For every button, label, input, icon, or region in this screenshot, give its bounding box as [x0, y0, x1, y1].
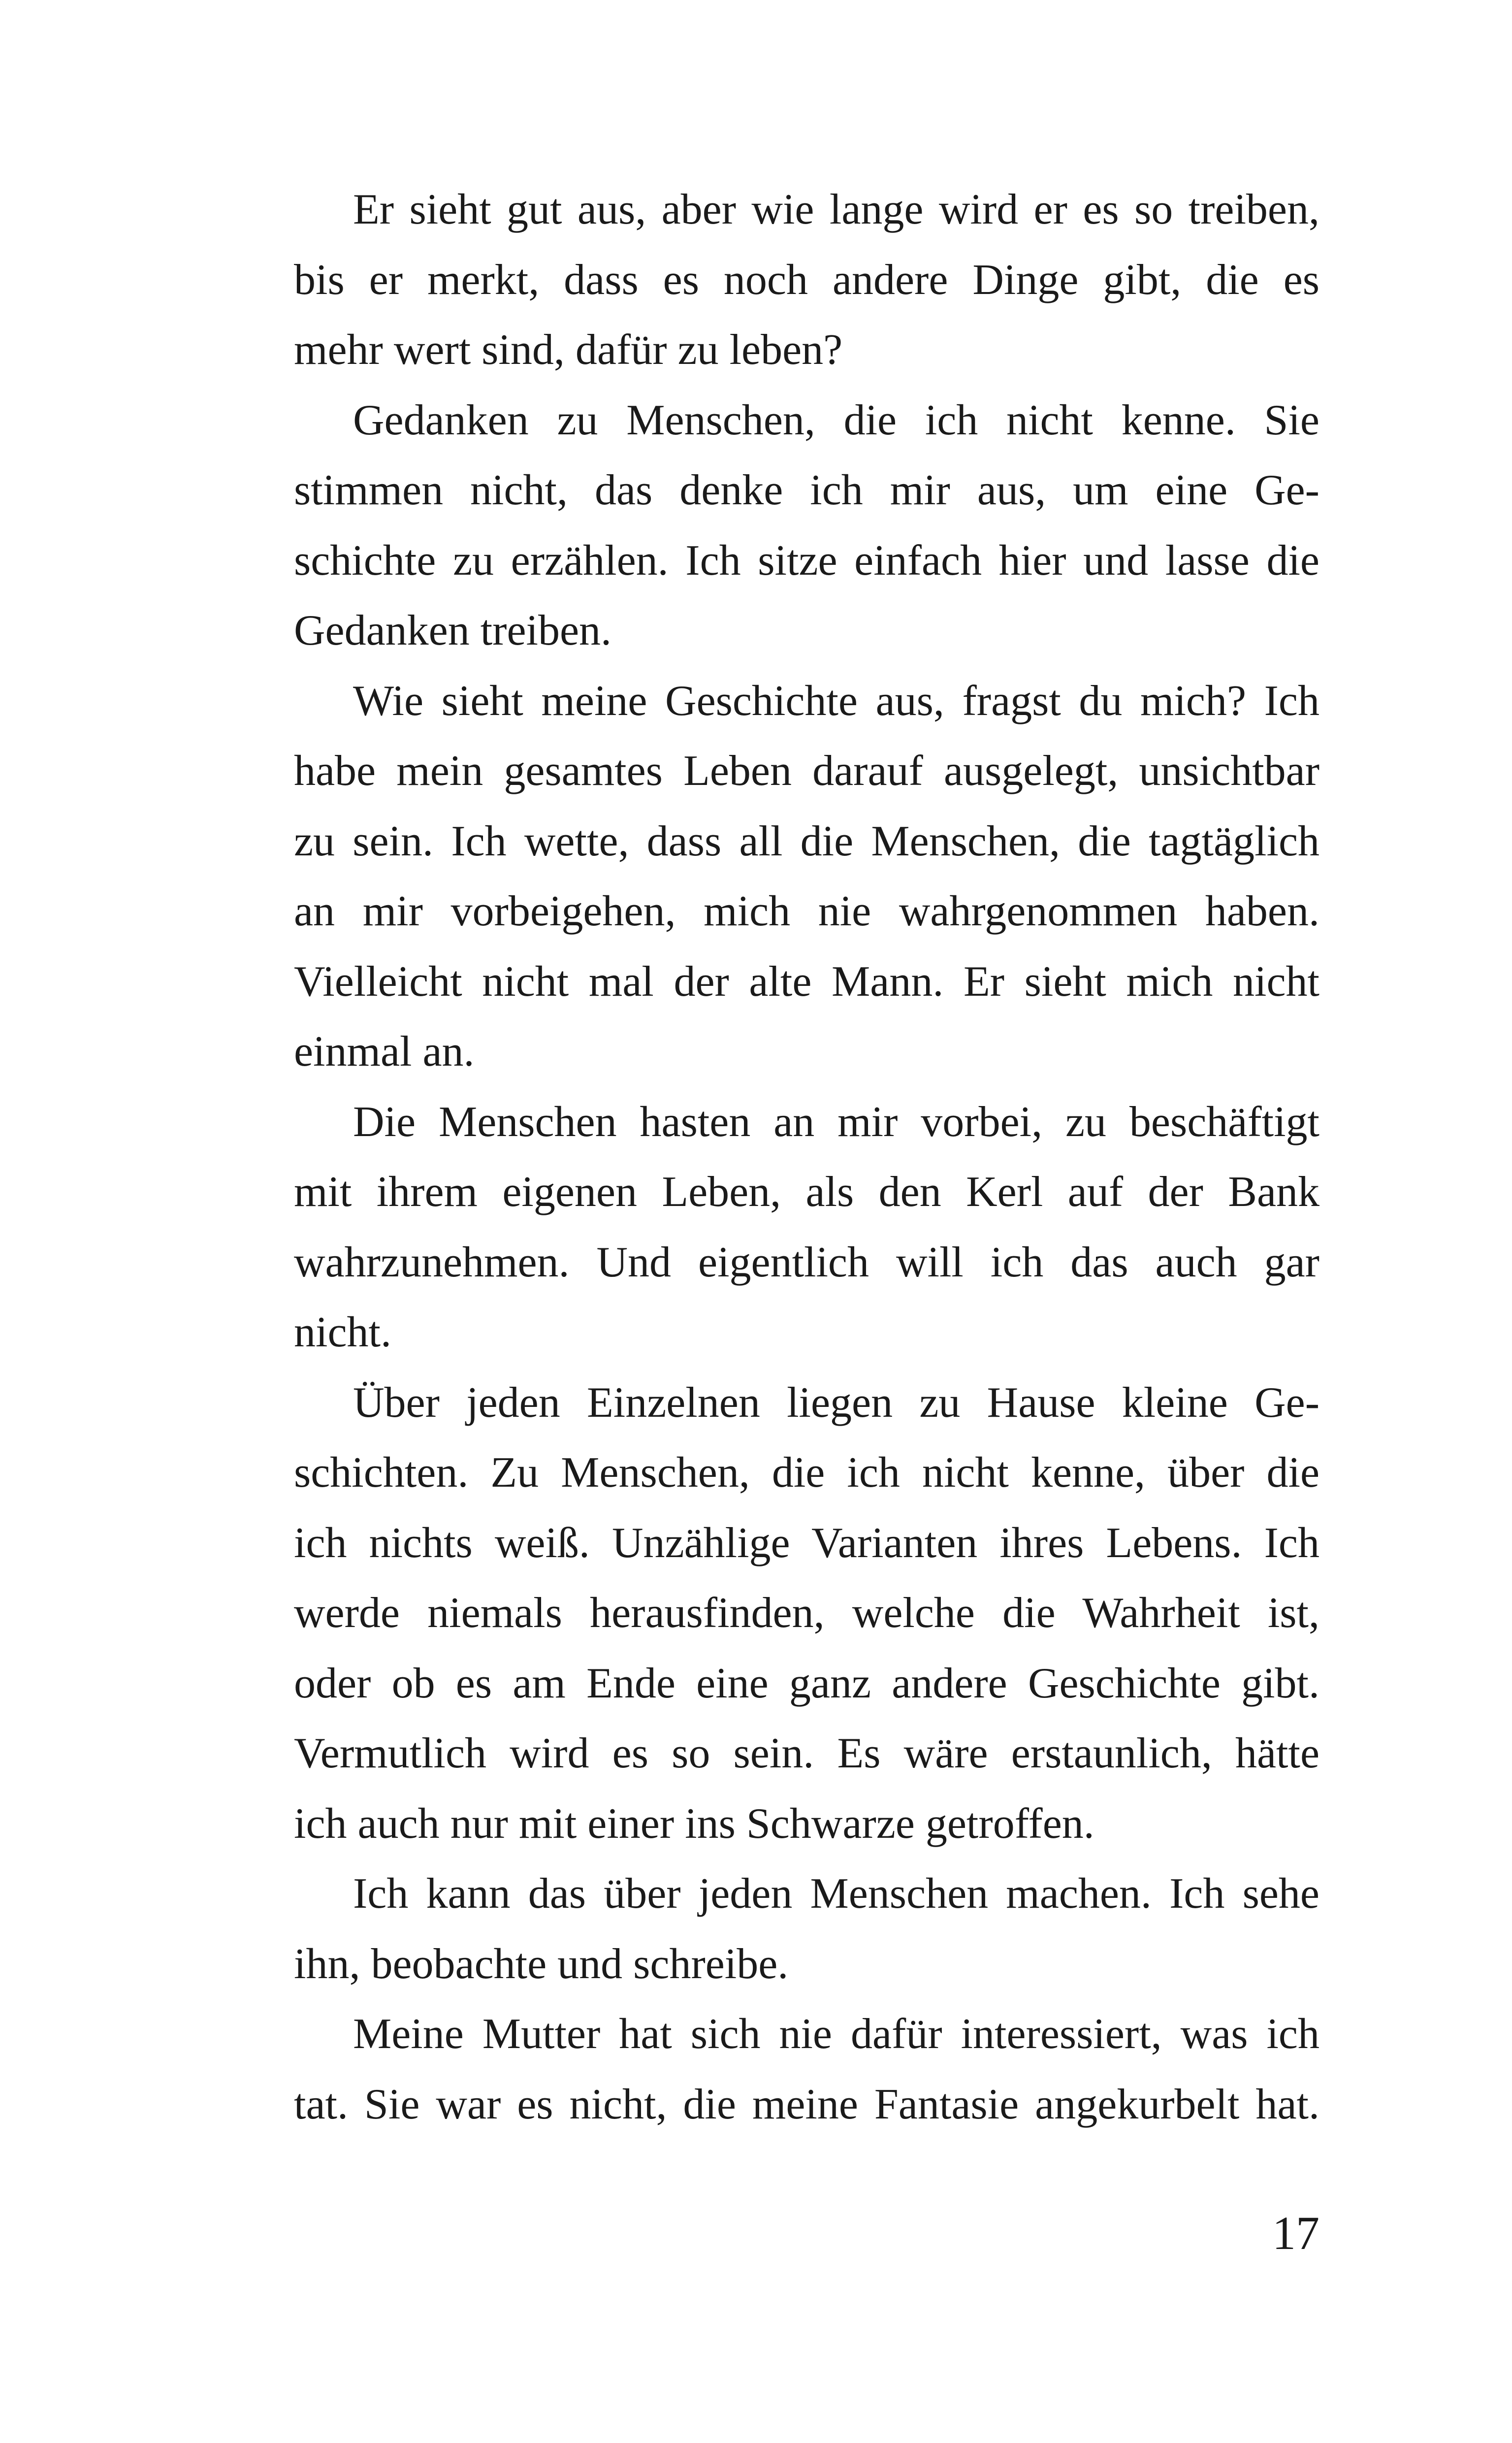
paragraph [294, 175, 1319, 386]
line-text: Meine Mutter hat sich nie dafür interessiert, was ich [353, 2010, 1319, 2058]
line-text: Vermutlich wird es so sein. Es wäre erstaunlich, hätte [294, 1729, 1319, 1777]
line-text: Über jeden Einzelnen liegen zu Hause kleine Ge- [353, 1378, 1319, 1427]
text-line [294, 1228, 1319, 1298]
text-line [294, 596, 1319, 666]
text-line [294, 1157, 1319, 1228]
line-text: tat. Sie war es nicht, die meine Fantasie angekurbelt hat. [294, 2080, 1319, 2128]
line-text: stimmen nicht, das denke ich mir aus, um eine Ge- [294, 466, 1319, 514]
text-line [294, 386, 1319, 456]
line-text: ich nichts weiß. Unzählige Varianten ihres Lebens. Ich [294, 1519, 1319, 1567]
line-text: mit ihrem eigenen Leben, als den Kerl auf der Bank [294, 1168, 1319, 1216]
line-text: schichten. Zu Menschen, die ich nicht kenne, über die [294, 1449, 1319, 1497]
paragraph [294, 666, 1319, 1087]
text-line [294, 1789, 1319, 1859]
text-line [294, 456, 1319, 526]
line-text: Vielleicht nicht mal der alte Mann. Er sieht mich nicht [294, 957, 1319, 1006]
text-line [294, 736, 1319, 807]
text-line [294, 245, 1319, 316]
paragraph [294, 1087, 1319, 1368]
line-text: habe mein gesamtes Leben darauf ausgelegt, unsichtbar [294, 747, 1319, 795]
line-text: werde niemals herausfinden, welche die Wahrheit ist, [294, 1589, 1319, 1637]
text-line [294, 807, 1319, 877]
line-text: zu sein. Ich wette, dass all die Menschen, die tagtäglich [294, 817, 1319, 865]
paragraph [294, 1859, 1319, 1999]
text-line [294, 526, 1319, 596]
text-line [294, 1298, 1319, 1368]
text-line [294, 1929, 1319, 2000]
text-line [294, 1087, 1319, 1158]
line-text: an mir vorbeigehen, mich nie wahrgenommen haben. [294, 887, 1319, 935]
text-line [294, 2070, 1319, 2140]
line-text: Wie sieht meine Geschichte aus, fragst du mich? Ich [353, 677, 1319, 725]
page-number: 17 [1272, 2207, 1319, 2259]
line-text: ihn, beobachte und schreibe. [294, 1940, 789, 1988]
paragraph [294, 1999, 1319, 2140]
line-text: schichte zu erzählen. Ich sitze einfach hier und lasse die [294, 536, 1319, 585]
text-line [294, 315, 1319, 386]
text-line [294, 1999, 1319, 2070]
line-text: einmal an. [294, 1028, 475, 1075]
text-line [294, 1719, 1319, 1789]
line-text: bis er merkt, dass es noch andere Dinge gibt, die es [294, 256, 1319, 304]
line-text: Die Menschen hasten an mir vorbei, zu beschäftigt [353, 1098, 1319, 1146]
text-line [294, 666, 1319, 737]
text-line [294, 1438, 1319, 1508]
text-line [294, 1368, 1319, 1438]
text-line [294, 1578, 1319, 1649]
line-text: mehr wert sind, dafür zu leben? [294, 326, 843, 374]
body-text [294, 175, 1319, 2140]
text-line [294, 1859, 1319, 1929]
paragraph [294, 1368, 1319, 1859]
text-line [294, 1017, 1319, 1087]
line-text: Gedanken treiben. [294, 607, 612, 654]
text-line [294, 175, 1319, 245]
line-text: nicht. [294, 1308, 391, 1356]
line-text: Ich kann das über jeden Menschen machen. Ich sehe [353, 1870, 1319, 1918]
line-text: ich auch nur mit einer ins Schwarze getroffen. [294, 1799, 1094, 1848]
text-line [294, 1649, 1319, 1719]
text-line [294, 947, 1319, 1017]
text-line [294, 1508, 1319, 1579]
line-text: Gedanken zu Menschen, die ich nicht kenne. Sie [353, 396, 1319, 444]
line-text: Er sieht gut aus, aber wie lange wird er es so treiben, [353, 186, 1319, 233]
paragraph [294, 386, 1319, 666]
line-text: oder ob es am Ende eine ganz andere Geschichte gibt. [294, 1659, 1319, 1707]
line-text: wahrzunehmen. Und eigentlich will ich das auch gar [294, 1238, 1319, 1286]
text-line [294, 877, 1319, 947]
